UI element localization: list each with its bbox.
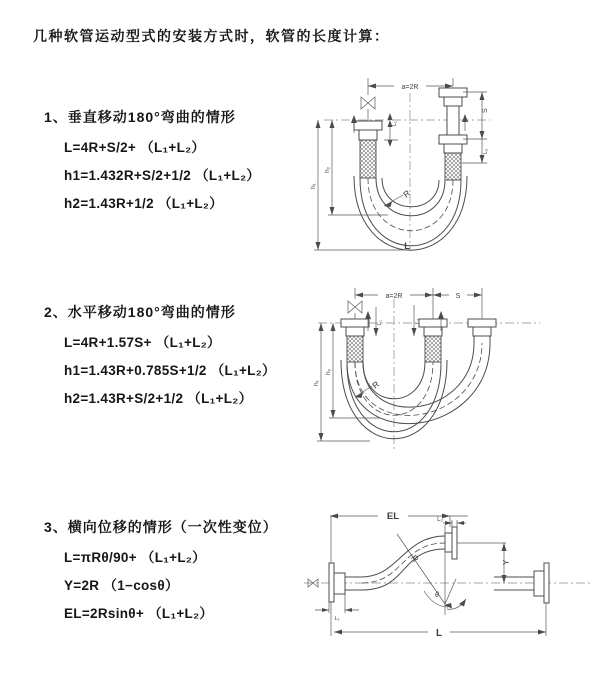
flange-left [341,319,369,362]
dim-label-el: EL [386,511,400,522]
dim-label-y: Y [502,559,511,565]
dim-label-span: a=2R [401,84,419,91]
dim-label-h2: h₂ [324,166,331,173]
dimension-l2 [412,305,422,336]
dim-label-l2: L₂ [415,318,421,324]
valve-icon [361,97,375,121]
diagram-vertical-bend [310,73,598,255]
dimension-h2 [324,120,388,215]
dimension-s [463,92,489,139]
dim-label-h2: h₂ [325,368,332,375]
formula-line: L=4R+1.57S+ （L₁+L₂） [64,335,221,350]
formula-line: L=πRθ/90+ （L₁+L₂） [64,550,206,565]
section-1-heading: 1、垂直移动180°弯曲的情形 [44,109,236,125]
dimension-l2 [437,517,466,527]
dim-label-h1: h₁ [310,183,317,189]
section-2-heading: 2、水平移动180°弯曲的情形 [44,304,236,320]
formula-line: L=4R+S/2+ （L₁+L₂） [64,140,206,155]
length-label: L [404,241,410,251]
flange-right [468,319,496,343]
dimension-l1 [315,594,359,622]
dimension-l [331,602,546,639]
radius-label: R [370,378,382,391]
diagram-lateral-displacement [298,503,600,645]
formula-line: h1=1.432R+S/2+1/2 （L₁+L₂） [64,168,261,183]
flange-right [439,88,467,180]
dim-label-l1: L₁ [334,616,340,622]
dimension-l1 [374,307,384,336]
hose-u-bend [354,176,467,250]
radius-label: R [401,187,413,200]
section-3-heading: 3、横向位移的情形（一次性变位） [44,519,278,535]
formula-line: h1=1.43R+0.785S+1/2 （L₁+L₂） [64,363,276,378]
formula-line: EL=2Rsinθ+ （L₁+L₂） [64,606,214,621]
dim-label-span: a=2R [385,293,403,300]
dim-label-l: L [435,628,443,639]
braided-hose [347,336,363,362]
dim-label-h1: h₁ [313,380,320,386]
dim-label-l2: L₂ [483,148,489,154]
formula-line: Y=2R （1−cosθ） [64,578,179,593]
formula-line: h2=1.43R+S/2+1/2 （L₁+L₂） [64,391,253,406]
theta-label: θ [435,592,439,599]
dim-label-s: S [455,293,461,300]
braided-hose [360,140,376,178]
flange-upper-right [445,527,506,559]
dim-label-l1: L₁ [392,121,398,126]
braided-hose [425,336,441,362]
dim-label-s: S [482,108,489,113]
radius-label: R [409,553,421,564]
flange-middle [419,319,447,362]
dim-label-l2: L₂ [437,517,443,523]
radius-callout [355,379,381,398]
hose-s-curve [362,536,445,590]
flange-left [329,563,362,602]
flange-left [354,121,382,178]
formula-line: h2=1.43R+1/2 （L₁+L₂） [64,196,224,211]
diagram-horizontal-bend [308,283,600,461]
braided-hose [445,153,461,180]
dimension-l1 [384,113,398,147]
page-title: 几种软管运动型式的安装方式时，软管的长度计算： [33,28,390,44]
dim-label-l1: L₁ [377,320,383,325]
